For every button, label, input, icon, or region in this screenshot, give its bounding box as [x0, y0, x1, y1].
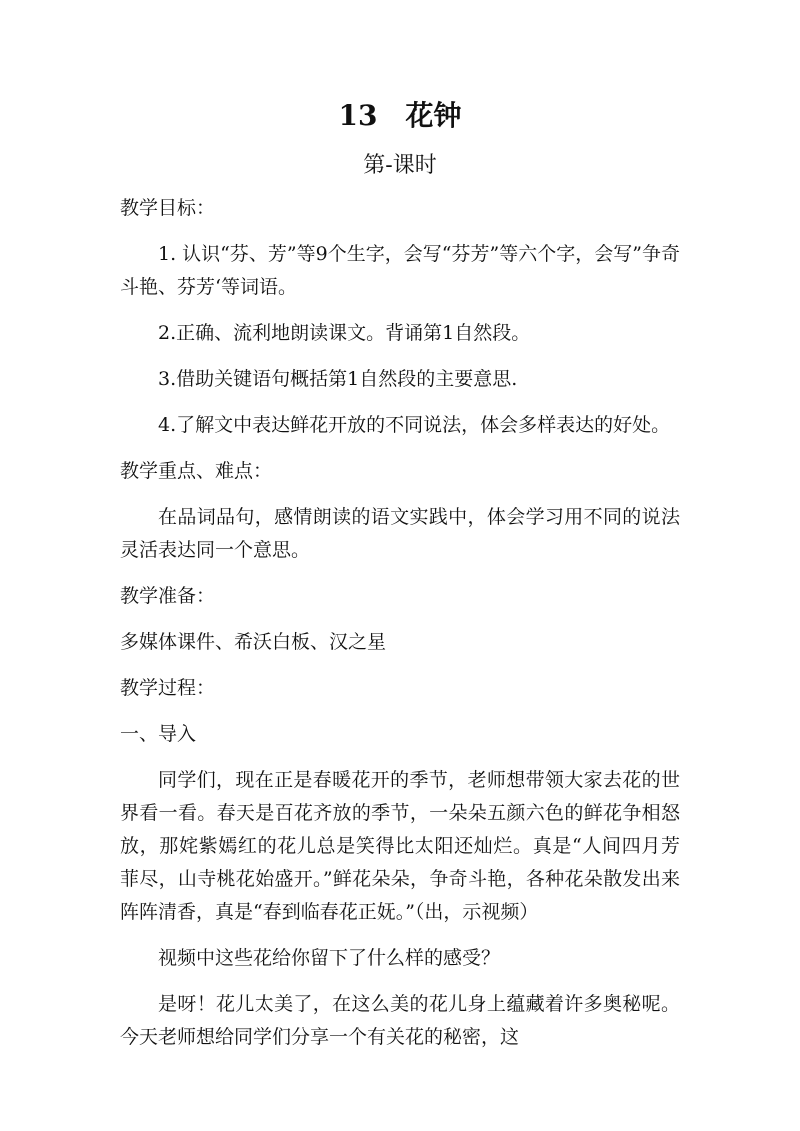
process-paragraph-3: 是呀！花儿太美了，在这么美的花儿身上蕴藏着许多奥秘呢。今天老师想给同学们分享一个有关花的秘密，这	[120, 993, 680, 1048]
goal-item-2: 2.正确、流利地朗读课文。背诵第1自然段。	[158, 322, 531, 344]
key-points-heading: 教学重点、难点：	[120, 460, 273, 482]
process-paragraph-1: 同学们，现在正是春暖花开的季节，老师想带领大家去花的世界看一看。春天是百花齐放的季节，一朵朵五颜六色的鲜花争相怒放，那姹紫嫣红的花儿总是笑得比太阳还灿烂。真是“人间四月芳菲尽，山寺桃花始盛开。”鲜花朵朵，争奇斗艳，各种花朵散发出来阵阵清香，真是“春到临春花正妩。”（出，示视频）	[120, 769, 680, 923]
process-heading: 教学过程：	[120, 677, 216, 699]
preparation-heading: 教学准备：	[120, 585, 216, 607]
goal-item-3: 3.借助关键语句概括第1自然段的主要意思.	[158, 368, 518, 390]
goals-heading: 教学目标：	[120, 197, 216, 219]
process-step-1: 一、导入	[120, 723, 197, 745]
lesson-subtitle: 第-课时	[363, 153, 437, 178]
key-points-text: 在品词品句，感情朗读的语文实践中，体会学习用不同的说法灵活表达同一个意思。	[120, 506, 680, 561]
preparation-text: 多媒体课件、希沃白板、汉之星	[120, 631, 387, 653]
lesson-title: 13 花钟	[338, 99, 462, 132]
goal-item-4: 4.了解文中表达鲜花开放的不同说法，体会多样表达的好处。	[158, 414, 671, 436]
goal-item-1: 1. 认识“芬、芳”等9个生字，会写“芬芳”等六个字，会写”争奇斗艳、芬芳‘等词语。	[120, 243, 680, 298]
document-body	[120, 192, 680, 1067]
process-paragraph-2: 视频中这些花给你留下了什么样的感受？	[158, 947, 501, 969]
